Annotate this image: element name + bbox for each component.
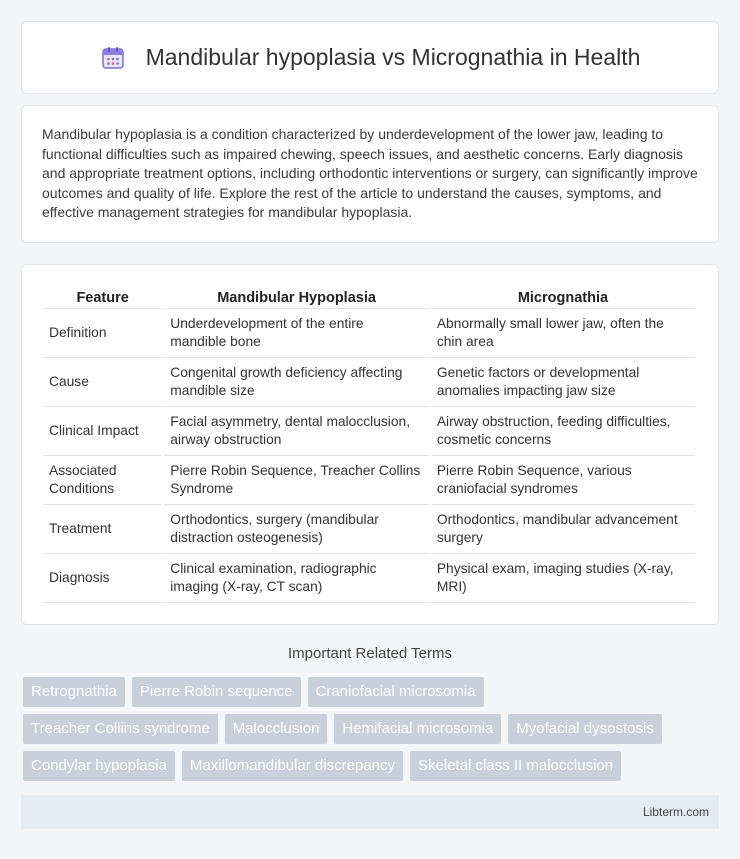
table-row bbox=[43, 456, 695, 505]
comparison-table-card bbox=[21, 264, 719, 625]
mandibular-hypoplasia-cell: Congenital growth deficiency affecting mandible size bbox=[164, 358, 429, 407]
calendar-icon bbox=[100, 45, 126, 71]
header-micrognathia: Micrognathia bbox=[431, 285, 695, 309]
feature-cell: Clinical Impact bbox=[43, 407, 162, 456]
table-row bbox=[43, 505, 695, 554]
tag-row bbox=[23, 714, 723, 744]
tag-maxillomandibular-discrepancy[interactable]: Maxillomandibular discrepancy bbox=[182, 751, 403, 781]
feature-cell: Definition bbox=[43, 309, 162, 358]
comparison-table bbox=[41, 285, 697, 603]
mandibular-hypoplasia-cell: Underdevelopment of the entire mandible bone bbox=[164, 309, 429, 358]
tag-skeletal-class-ii-malocclusion[interactable]: Skeletal class II malocclusion bbox=[410, 751, 621, 781]
tag-malocclusion[interactable]: Malocclusion bbox=[225, 714, 328, 744]
micrognathia-cell: Airway obstruction, feeding difficulties, cosmetic concerns bbox=[431, 407, 695, 456]
tag-treacher-collins-syndrome[interactable]: Treacher Collins syndrome bbox=[23, 714, 218, 744]
micrognathia-cell: Orthodontics, mandibular advancement surgery bbox=[431, 505, 695, 554]
footer-site-link[interactable]: Libterm.com bbox=[642, 805, 709, 819]
feature-cell: Associated Conditions bbox=[43, 456, 162, 505]
tag-pierre-robin-sequence[interactable]: Pierre Robin sequence bbox=[132, 677, 301, 707]
feature-cell: Treatment bbox=[43, 505, 162, 554]
table-header-row bbox=[43, 285, 695, 309]
table-row bbox=[43, 407, 695, 456]
header-card bbox=[21, 21, 719, 94]
mandibular-hypoplasia-cell: Pierre Robin Sequence, Treacher Collins Syndrome bbox=[164, 456, 429, 505]
tag-condylar-hypoplasia[interactable]: Condylar hypoplasia bbox=[23, 751, 175, 781]
header-feature: Feature bbox=[43, 285, 162, 309]
table-row bbox=[43, 309, 695, 358]
related-terms-title: Important Related Terms bbox=[288, 645, 452, 662]
micrognathia-cell: Genetic factors or developmental anomalies impacting jaw size bbox=[431, 358, 695, 407]
page-title: Mandibular hypoplasia vs Micrognathia in Health bbox=[145, 44, 641, 70]
mandibular-hypoplasia-cell: Orthodontics, surgery (mandibular distraction osteogenesis) bbox=[164, 505, 429, 554]
micrognathia-cell: Physical exam, imaging studies (X-ray, MRI) bbox=[431, 554, 695, 603]
intro-card bbox=[21, 105, 719, 243]
intro-text: Mandibular hypoplasia is a condition characterized by underdevelopment of the lower jaw, leading to functional difficulties such as impaired chewing, speech issues, and aesthetic concerns. Early diagnosis and appropriate treatment options, including orthodontic interventions or surgery, can significantly improve outcomes and quality of life. Explore the rest of the article to understand the causes, symptoms, and effective management strategies for mandibular hypoplasia. bbox=[42, 126, 698, 220]
related-terms-list bbox=[23, 677, 723, 788]
mandibular-hypoplasia-cell: Facial asymmetry, dental malocclusion, airway obstruction bbox=[164, 407, 429, 456]
tag-row bbox=[23, 677, 723, 707]
tag-retrognathia[interactable]: Retrognathia bbox=[23, 677, 125, 707]
footer bbox=[21, 795, 719, 829]
mandibular-hypoplasia-cell: Clinical examination, radiographic imaging (X-ray, CT scan) bbox=[164, 554, 429, 603]
tag-hemifacial-microsomia[interactable]: Hemifacial microsomia bbox=[334, 714, 501, 744]
table-row bbox=[43, 554, 695, 603]
micrognathia-cell: Pierre Robin Sequence, various craniofacial syndromes bbox=[431, 456, 695, 505]
micrognathia-cell: Abnormally small lower jaw, often the chin area bbox=[431, 309, 695, 358]
tag-myofacial-dysostosis[interactable]: Myofacial dysostosis bbox=[508, 714, 662, 744]
tag-craniofacial-microsomia[interactable]: Craniofacial microsomia bbox=[308, 677, 484, 707]
table-row bbox=[43, 358, 695, 407]
tag-row bbox=[23, 751, 723, 781]
feature-cell: Cause bbox=[43, 358, 162, 407]
feature-cell: Diagnosis bbox=[43, 554, 162, 603]
header-mandibular-hypoplasia: Mandibular Hypoplasia bbox=[164, 285, 429, 309]
